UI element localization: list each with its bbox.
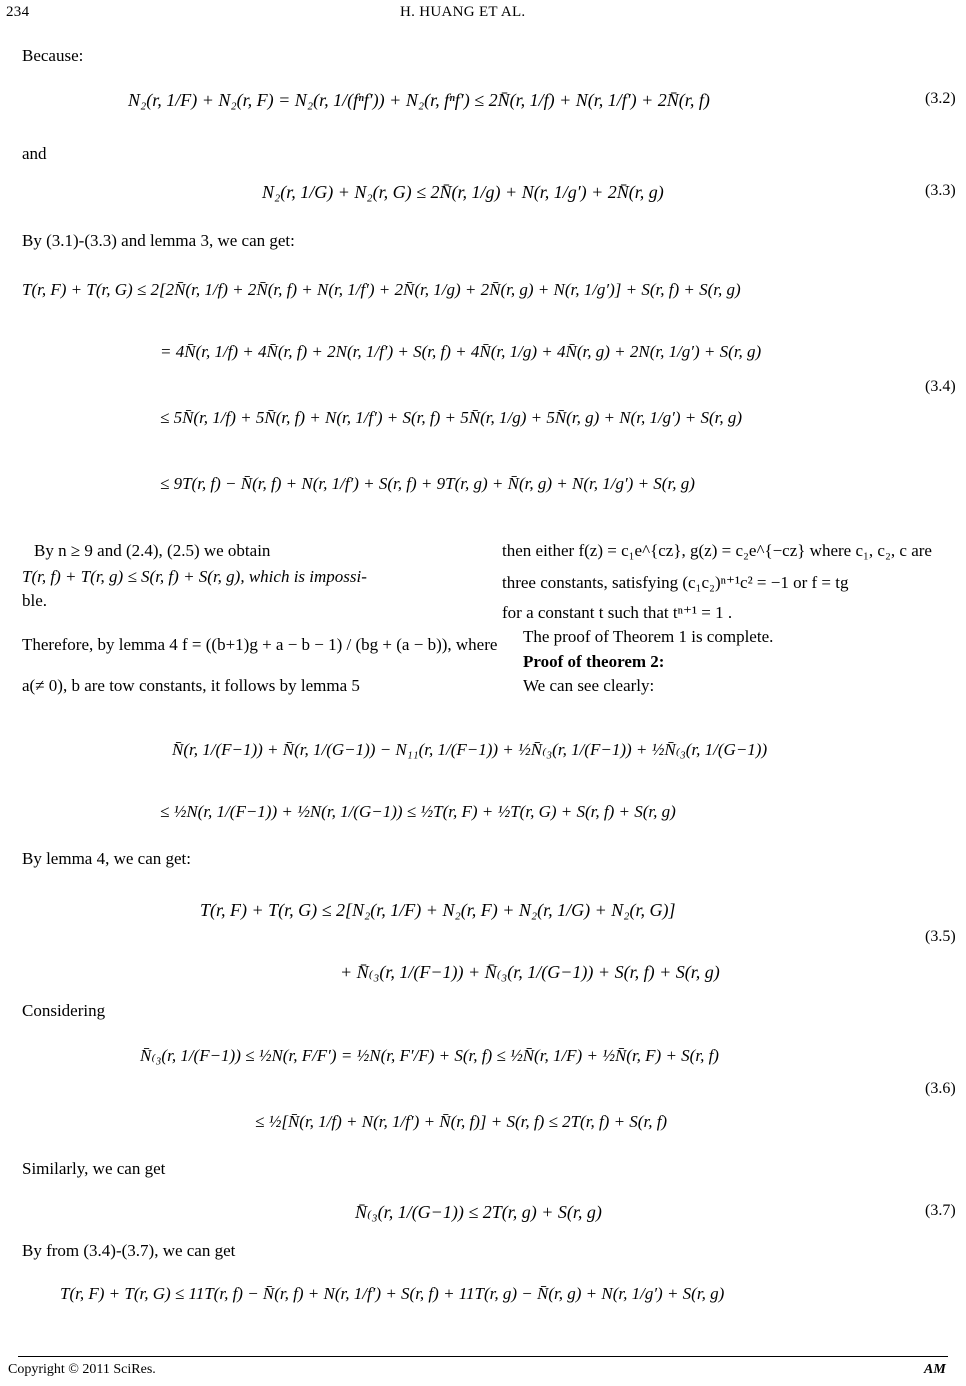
footer-copyright: Copyright © 2011 SciRes. [8, 1362, 156, 1377]
equation-3-6-line-2: ≤ ½[N̄(r, 1/f) + N(r, 1/f′) + N̄(r, f)] + S(r, f) ≤ 2T(r, f) + S(r, f) [255, 1112, 668, 1131]
equation-3-3: N₂(r, 1/G) + N₂(r, G) ≤ 2N̄(r, 1/g) + N(r, 1/g′) + 2N̄(r, g) [262, 182, 664, 202]
equation-number-3-4: (3.4) [925, 378, 956, 395]
equation-clear-line-1: N̄(r, 1/(F−1)) + N̄(r, 1/(G−1)) − N₁₁(r, 1/(F−1)) + ½N̄₍₃(r, 1/(F−1)) + ½N̄₍₃(r, 1/(G−1)) [172, 740, 768, 759]
equation-3-4-line-4: ≤ 9T(r, f) − N̄(r, f) + N(r, 1/f′) + S(r, f) + 9T(r, g) + N̄(r, g) + N(r, 1/g′) + S(r, g) [160, 474, 695, 493]
proof-theorem-2-heading: Proof of theorem 2: [523, 652, 665, 671]
equation-3-4-line-1: T(r, F) + T(r, G) ≤ 2[2N̄(r, 1/f) + 2N̄(r, f) + N(r, 1/f′) + 2N̄(r, 1/g) + 2N̄(r, g) + N(r, 1/g′)] + S(r, f) + S(r, g) [22, 280, 741, 299]
footer-rule [18, 1356, 948, 1357]
left-col-line-5: a(≠ 0), b are tow constants, it follows by lemma 5 [22, 676, 360, 695]
equation-3-5-line-1: T(r, F) + T(r, G) ≤ 2[N₂(r, 1/F) + N₂(r, F) + N₂(r, 1/G) + N₂(r, G)] [200, 900, 676, 920]
text-by-34-37: By from (3.4)-(3.7), we can get [22, 1241, 236, 1260]
text-because: Because: [22, 46, 84, 65]
equation-clear-line-2: ≤ ½N(r, 1/(F−1)) + ½N(r, 1/(G−1)) ≤ ½T(r, F) + ½T(r, G) + S(r, f) + S(r, g) [160, 802, 676, 821]
left-col-line-1: By n ≥ 9 and (2.4), (2.5) we obtain [34, 541, 271, 560]
equation-3-4-line-3: ≤ 5N̄(r, 1/f) + 5N̄(r, f) + N(r, 1/f′) + S(r, f) + 5N̄(r, 1/g) + 5N̄(r, g) + N(r, 1/g′) + S(r, g) [160, 408, 743, 427]
equation-3-6-line-1: N̄₍₃(r, 1/(F−1)) ≤ ½N(r, F/F′) = ½N(r, F′/F) + S(r, f) ≤ ½N̄(r, 1/F) + ½N̄(r, F) + S(r, f) [140, 1046, 719, 1065]
text-by-lemma3: By (3.1)-(3.3) and lemma 3, we can get: [22, 231, 295, 250]
right-col-line-2: three constants, satisfying (c₁c₂)ⁿ⁺¹c² = −1 or f = tg [502, 573, 849, 592]
right-col-line-3: for a constant t such that tⁿ⁺¹ = 1 . [502, 603, 733, 622]
left-col-line-4: Therefore, by lemma 4 f = ((b+1)g + a − b − 1) / (bg + (a − b)), where [22, 635, 498, 654]
equation-number-3-7: (3.7) [925, 1202, 956, 1219]
equation-3-7: N̄₍₃(r, 1/(G−1)) ≤ 2T(r, g) + S(r, g) [355, 1202, 602, 1222]
footer-journal: AM [924, 1362, 946, 1377]
page-number: 234 [6, 4, 30, 20]
equation-3-4-line-2: = 4N̄(r, 1/f) + 4N̄(r, f) + 2N(r, 1/f′) + S(r, f) + 4N̄(r, 1/g) + 4N̄(r, g) + 2N(r, 1/g′) + S(r, g) [160, 342, 762, 361]
text-similarly: Similarly, we can get [22, 1159, 166, 1178]
right-col-line-4: The proof of Theorem 1 is complete. [523, 627, 774, 646]
text-and: and [22, 144, 47, 163]
running-title: H. HUANG ET AL. [400, 4, 526, 20]
right-col-line-6: We can see clearly: [523, 676, 655, 695]
text-by-lemma4: By lemma 4, we can get: [22, 849, 192, 868]
left-col-line-3: ble. [22, 591, 48, 610]
equation-3-5-line-2: + N̄₍₃(r, 1/(F−1)) + N̄₍₃(r, 1/(G−1)) + S(r, f) + S(r, g) [340, 962, 720, 982]
equation-number-3-6: (3.6) [925, 1080, 956, 1097]
left-col-line-2: T(r, f) + T(r, g) ≤ S(r, f) + S(r, g), which is impossi- [22, 567, 367, 586]
right-col-line-1: then either f(z) = c₁e^{cz}, g(z) = c₂e^{−cz} where c₁, c₂, c are [502, 541, 932, 560]
equation-final: T(r, F) + T(r, G) ≤ 11T(r, f) − N̄(r, f) + N(r, 1/f′) + S(r, f) + 11T(r, g) − N̄(r, g) + N(r, 1/g′) + S(r, g) [60, 1284, 725, 1303]
equation-number-3-2: (3.2) [925, 90, 956, 107]
equation-3-2: N₂(r, 1/F) + N₂(r, F) = N₂(r, 1/(fⁿf′)) + N₂(r, fⁿf′) ≤ 2N̄(r, 1/f) + N(r, 1/f′) + 2N̄(r, f) [128, 90, 710, 110]
text-considering: Considering [22, 1001, 106, 1020]
equation-number-3-5: (3.5) [925, 928, 956, 945]
equation-number-3-3: (3.3) [925, 182, 956, 199]
